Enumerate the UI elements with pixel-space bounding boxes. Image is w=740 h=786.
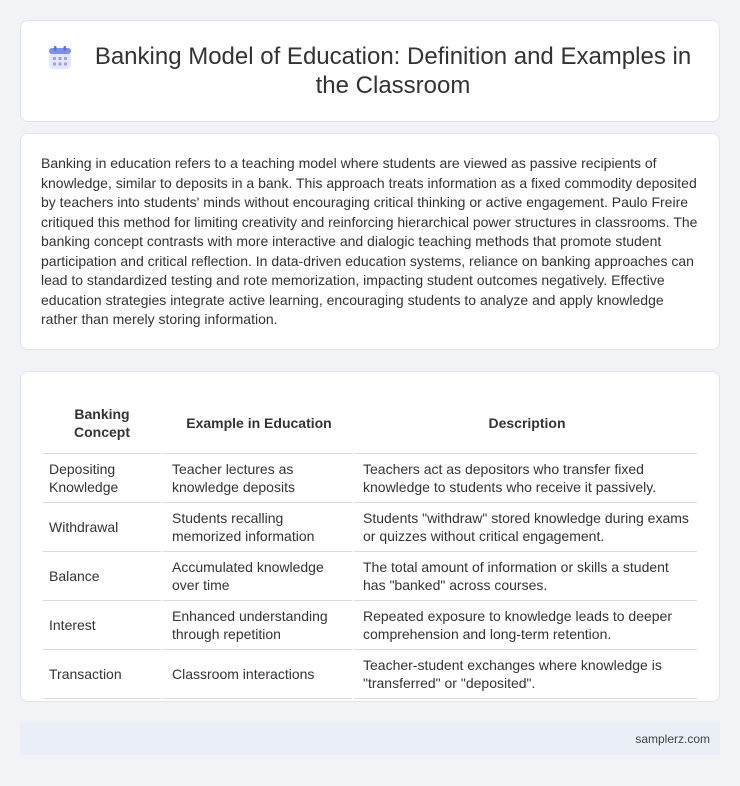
table-cell: Students "withdraw" stored knowledge during exams or quizzes without critical engagement.: [352, 503, 697, 552]
table-row: [43, 454, 697, 503]
table-cell: Withdrawal: [43, 503, 161, 552]
table-cell: Interest: [43, 601, 161, 650]
intro-card: [20, 133, 720, 350]
column-header-example: Example in Education: [161, 392, 352, 454]
table-cell: Teacher lectures as knowledge deposits: [161, 454, 352, 503]
table-card: [20, 371, 720, 702]
table-cell: Teacher-student exchanges where knowledge is "transferred" or "deposited".: [352, 650, 697, 699]
intro-paragraph: Banking in education refers to a teaching model where students are viewed as passive recipients of knowledge, similar to deposits in a bank. This approach treats information as a fixed commodity deposited by teachers into students' minds without encouraging critical thinking or active engagement. Paulo Freire critiqued this method for limiting creativity and reinforcing hierarchical power structures in classrooms. The banking concept contrasts with more interactive and dialogic teaching methods that promote student participation and critical reflection. In data-driven education systems, reliance on banking approaches can lead to standardized testing and rote memorization, impacting student outcomes negatively. Effective education strategies integrate active learning, encouraging students to analyze and apply knowledge rather than merely storing information.: [41, 155, 698, 327]
header: [21, 21, 719, 121]
column-header-concept: Banking Concept: [43, 392, 161, 454]
table-row: [43, 601, 697, 650]
page-title: Banking Model of Education: Definition and Examples in the Classroom: [94, 43, 692, 99]
column-header-description: Description: [352, 392, 697, 454]
footer-site-link[interactable]: samplerz.com: [635, 731, 710, 746]
table-row: [43, 503, 697, 552]
table-cell: Students recalling memorized information: [161, 503, 352, 552]
table-cell: Enhanced understanding through repetition: [161, 601, 352, 650]
calendar-icon: [47, 45, 73, 71]
table-cell: Teachers act as depositors who transfer fixed knowledge to students who receive it passively.: [352, 454, 697, 503]
table-row: [43, 650, 697, 699]
table-cell: Repeated exposure to knowledge leads to deeper comprehension and long-term retention.: [352, 601, 697, 650]
header-card: [20, 20, 720, 122]
concept-table: [43, 392, 697, 699]
table-cell: Classroom interactions: [161, 650, 352, 699]
table-cell: Depositing Knowledge: [43, 454, 161, 503]
footer: [20, 722, 720, 755]
table-header-row: [43, 392, 697, 454]
table-cell: Transaction: [43, 650, 161, 699]
table-cell: The total amount of information or skills a student has "banked" across courses.: [352, 552, 697, 601]
table-cell: Balance: [43, 552, 161, 601]
table-cell: Accumulated knowledge over time: [161, 552, 352, 601]
table-row: [43, 552, 697, 601]
